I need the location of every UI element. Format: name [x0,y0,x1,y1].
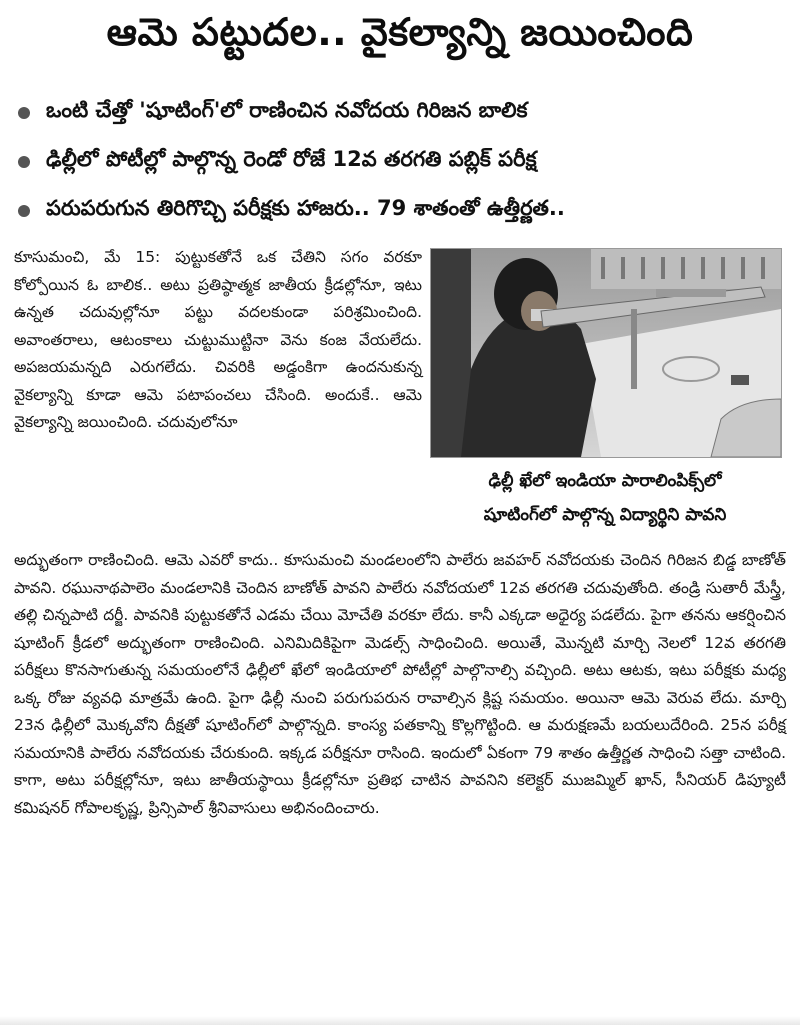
shooter-photo-image [431,249,781,457]
subheadline-item [18,186,788,235]
subheadline-list [18,88,788,235]
caption-line: ఢిల్లీ ఖేలో ఇండియా పారాలింపిక్స్‌లో [488,471,722,491]
photo-caption [430,458,780,542]
article-body-top [14,244,422,437]
page-edge [0,1016,800,1025]
subheadline-item [18,88,788,137]
bullet-dot-icon [18,156,30,168]
subheadline-text: ఒంటి చేత్తో 'షూటింగ్'లో రాణించిన నవోదయ గిరిజన బాలిక [46,97,528,122]
subheadline-item [18,137,788,186]
article-paragraph: అద్భుతంగా రాణించింది. ఆమె ఎవరో కాదు.. కూసుమంచి మండలంలోని పాలేరు జవహర్ నవోదయకు చెందిన గిరిజన బిడ్డ బాణోత్ పావని. రఘునాథపాలెం మండలానికి చెందిన బాణోత్ పావని పాలేరు నవోదయలో 12వ తరగతి చదువుతోంది. తండ్రి సుతారీ మేస్త్రీ, తల్లి చిన్నపాటి దర్జీ. పావనికి పుట్టుకతోనే ఎడమ చేయి మోచేతి వరకూ లేదు. కానీ ఎక్కడా అధైర్య పడలేదు. పైగా తనను ఆకర్షించిన షూటింగ్ క్రీడలో అద్భుతంగా రాణించింది. ఎనిమిదికిపైగా మెడల్స్ సాధించింది. అయితే, మొన్నటి మార్చి నెలలో 12వ తరగతి పరీక్షలు కొనసాగుతున్న సమయంలోనే ఢిల్లీలో ఖేలో ఇండియాలో పోటీల్లో పాల్గొనాల్సి వచ్చింది. అటు ఆటకు, ఇటు పరీక్షకు మధ్య ఒక్క రోజు వ్యవధి మాత్రమే ఉంది. పైగా ఢిల్లీ నుంచి పరుగుపరున రావాల్సిన క్లిష్ట సమయం. అయినా ఆమె వెరువ లేదు. మార్చి 23న ఢిల్లీలో మొక్కవోని దీక్షతో షూటింగ్‌లో పాల్గొన్నది. కాంస్య పతకాన్ని కొల్లగొట్టింది. ఆ మరుక్షణమే బయలుదేరింది. 25న పరీక్ష సమయానికి పాలేరు నవోదయకు చేరుకుంది. ఇక్కడ పరీక్షనూ రాసింది. ఇందులో ఏకంగా 79 శాతం ఉత్తీర్ణత సాధించి సత్తా చాటింది. కాగా, అటు పరీక్షల్లోనూ, ఇటు జాతీయస్థాయి క్రీడల్లోనూ ప్రతిభ చాటిన పావనిని కలెక్టర్ ముజమ్మిల్ ఖాన్, సీనియర్ డిప్యూటీ కమిషనర్ గోపాలకృష్ణ, ప్రిన్సిపాల్ శ్రీనివాసులు అభినందించారు. [14,551,786,817]
article-body-bottom [14,547,786,822]
subheadline-text: ఢిల్లీలో పోటీల్లో పాల్గొన్న రెండో రోజే 12వ తరగతి పబ్లిక్ పరీక్ష [46,146,537,171]
article-photo [430,248,782,458]
bullet-dot-icon [18,205,30,217]
bullet-dot-icon [18,107,30,119]
headline: ఆమె పట్టుదల.. వైకల్యాన్ని జయించింది [106,10,694,54]
caption-line: షూటింగ్‌లో పాల్గొన్న విద్యార్థిని పావని [483,505,727,525]
subheadline-text: పరుపరుగున తిరిగొచ్చి పరీక్షకు హాజరు.. 79 శాతంతో ఉత్తీర్ణత.. [46,195,565,220]
article-paragraph: కూసుమంచి, మే 15: పుట్టుకతోనే ఒక చేతిని సగం వరకూ కోల్పోయిన ఓ బాలిక.. అటు ప్రతిష్ఠాత్మక జాతీయ క్రీడల్లోనూ, ఇటు ఉన్నత చదువుల్లోనూ పట్టు వదలకుండా పరిశ్రమించింది. అవాంతరాలు, ఆటంకాలు చుట్టుముట్టినా వెను కంజ వేయలేదు. అపజయమన్నది ఎరుగలేదు. చివరికి అడ్డంకిగా ఉందనుకున్న వైకల్యాన్ని కూడా ఆమె పటాపంచలు చేసింది. అందుకే.. ఆమె వైకల్యాన్ని జయించింది. చదువులోనూ [14,248,422,431]
